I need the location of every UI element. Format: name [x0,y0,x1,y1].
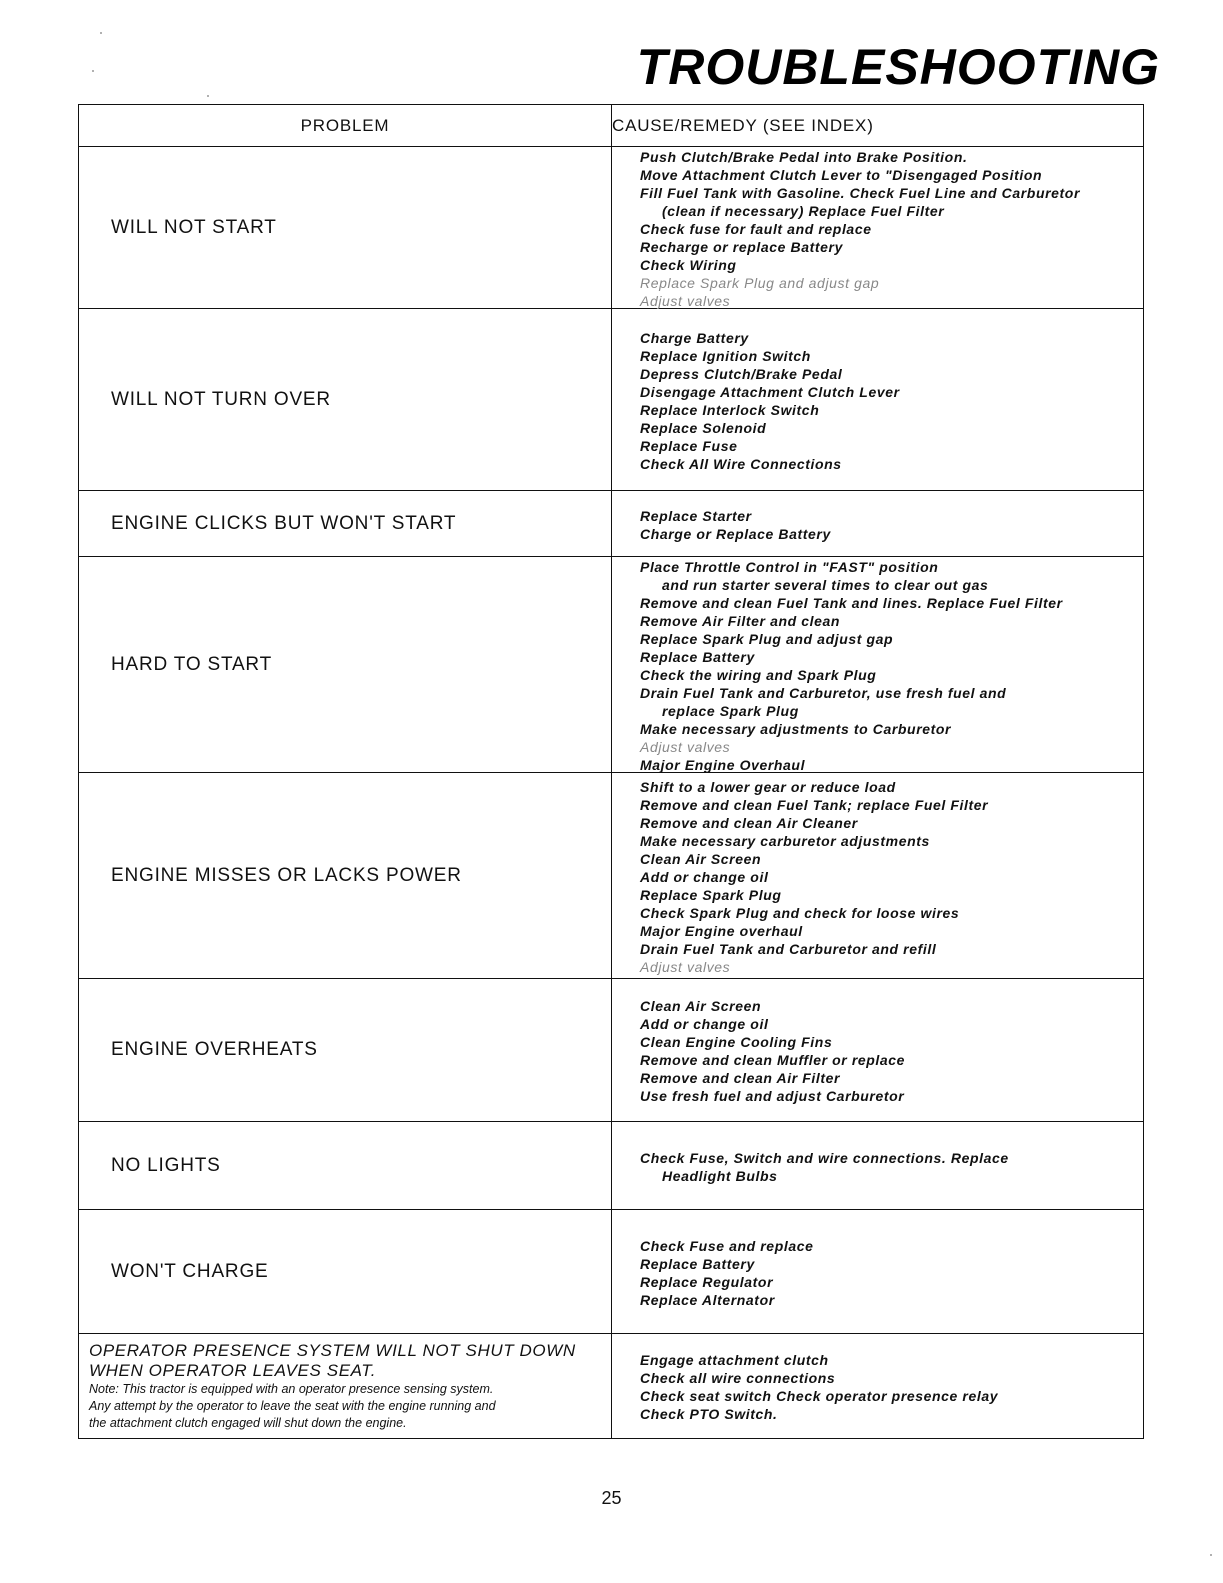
remedy-line: Check Wiring [640,256,737,273]
remedy-line: Clean Air Screen [640,850,762,867]
scan-speck [207,95,209,97]
remedy-line: Check Spark Plug and check for loose wires [640,904,960,921]
table-row [79,1210,1143,1334]
table-row [79,491,1143,557]
remedy-line: Check Fuse, Switch and wire connections. Replace [640,1149,1009,1166]
remedy-line: Check All Wire Connections [640,455,842,472]
operator-presence-note-line: the attachment clutch engaged will shut down the engine. [89,1415,407,1430]
operator-presence-title-line: WHEN OPERATOR LEAVES SEAT. [89,1360,377,1380]
remedy-list [612,557,1143,772]
table-row [79,309,1143,491]
remedy-column-header: CAUSE/REMEDY (SEE INDEX) [612,115,874,135]
remedy-line: Check fuse for fault and replace [640,220,872,237]
remedy-line: Engage attachment clutch [640,1352,829,1368]
remedy-line: Remove and clean Muffler or replace [640,1052,906,1068]
remedy-list [612,309,1143,490]
remedy-line: Replace Ignition Switch [640,347,811,364]
remedy-list [612,147,1143,308]
table-header-row [79,105,1143,147]
table-row [79,557,1143,773]
remedy-line: Recharge or replace Battery [640,238,843,255]
remedy-line: Headlight Bulbs [662,1167,778,1184]
table-row [79,773,1143,979]
remedy-line: Use fresh fuel and adjust Carburetor [640,1088,905,1104]
remedy-line: Replace Spark Plug and adjust gap [640,274,880,291]
page-number: 25 [601,1488,622,1508]
remedy-line: Remove and clean Air Cleaner [640,814,858,831]
remedy-line: Replace Fuse [640,437,738,454]
remedy-line: Drain Fuel Tank and Carburetor and refill [640,940,937,957]
remedy-line: Shift to a lower gear or reduce load [640,778,896,795]
table-row [79,1122,1143,1210]
remedy-list [612,773,1143,978]
table-row [79,147,1143,309]
remedy-line: Make necessary adjustments to Carburetor [640,720,952,737]
remedy-line: Push Clutch/Brake Pedal into Brake Position. [640,148,968,165]
remedy-line: Remove and clean Fuel Tank; replace Fuel Filter [640,796,989,813]
problem-cell-operator-presence [79,1334,612,1438]
remedy-line: Remove Air Filter and clean [640,612,841,629]
remedy-list [612,1334,1143,1438]
problem-cell: WILL NOT START [79,147,612,308]
remedy-line: Add or change oil [640,1016,769,1032]
remedy-line: Replace Spark Plug and adjust gap [640,630,894,647]
remedy-line: Adjust valves [640,738,731,755]
remedy-list [612,1210,1143,1333]
remedy-line: Major Engine Overhaul [640,756,806,773]
remedy-line: Clean Engine Cooling Fins [640,1034,833,1050]
table-row [79,979,1143,1122]
remedy-line: Charge Battery [640,329,749,346]
problem-cell: ENGINE OVERHEATS [79,979,612,1121]
operator-presence-note-line: Note: This tractor is equipped with an operator presence sensing system. [89,1381,494,1396]
remedy-line: Replace Battery [640,1255,755,1272]
remedy-list [612,491,1143,556]
remedy-line: Remove and clean Fuel Tank and lines. Replace Fuel Filter [640,594,1063,611]
remedy-line: Replace Alternator [640,1291,775,1308]
remedy-line: (clean if necessary) Replace Fuel Filter [662,202,945,219]
problem-cell: ENGINE CLICKS BUT WON'T START [79,491,612,556]
table-row [79,1334,1143,1438]
remedy-line: Check Fuse and replace [640,1237,814,1254]
scan-speck [100,32,102,34]
problem-cell: ENGINE MISSES OR LACKS POWER [79,773,612,978]
remedy-line: Place Throttle Control in "FAST" position [640,558,939,575]
remedy-line: Depress Clutch/Brake Pedal [640,365,843,382]
remedy-line: Clean Air Screen [640,998,762,1014]
operator-presence-title-line: OPERATOR PRESENCE SYSTEM WILL NOT SHUT DOWN [89,1340,576,1360]
remedy-line: Check all wire connections [640,1370,836,1386]
remedy-line: Check PTO Switch. [640,1406,778,1422]
remedy-line: Check seat switch Check operator presence relay [640,1388,999,1404]
remedy-line: Adjust valves [640,958,731,975]
remedy-line: Add or change oil [640,868,769,885]
remedy-list [612,1122,1143,1209]
remedy-line: Fill Fuel Tank with Gasoline. Check Fuel Line and Carburetor [640,184,1080,201]
remedy-line: Drain Fuel Tank and Carburetor, use fresh fuel and [640,684,1007,701]
remedy-line: Make necessary carburetor adjustments [640,832,930,849]
scan-speck [1210,1554,1212,1556]
remedy-line: replace Spark Plug [662,702,799,719]
remedy-line: Charge or Replace Battery [640,525,831,542]
remedy-line: Replace Solenoid [640,419,767,436]
remedy-line: Replace Spark Plug [640,886,782,903]
remedy-line: Replace Interlock Switch [640,401,820,418]
remedy-line: Move Attachment Clutch Lever to "Disengaged Position [640,166,1043,183]
problem-cell: HARD TO START [79,557,612,772]
remedy-line: Replace Regulator [640,1273,774,1290]
troubleshooting-table [78,104,1144,1439]
remedy-line: Major Engine overhaul [640,922,803,939]
remedy-line: Replace Battery [640,648,755,665]
problem-column-header: PROBLEM [79,105,612,146]
remedy-line: Replace Starter [640,507,752,524]
remedy-line: Disengage Attachment Clutch Lever [640,383,900,400]
operator-presence-note-line: Any attempt by the operator to leave the seat with the engine running and [89,1398,496,1413]
remedy-line: Adjust valves [640,292,731,309]
remedy-line: and run starter several times to clear out gas [662,576,989,593]
problem-cell: WON'T CHARGE [79,1210,612,1333]
remedy-line: Remove and clean Air Filter [640,1070,841,1086]
scan-speck [92,70,94,72]
problem-cell: WILL NOT TURN OVER [79,309,612,490]
remedy-list [612,979,1143,1121]
remedy-line: Check the wiring and Spark Plug [640,666,877,683]
page-title: TROUBLESHOOTING [636,39,1160,95]
problem-cell: NO LIGHTS [79,1122,612,1209]
